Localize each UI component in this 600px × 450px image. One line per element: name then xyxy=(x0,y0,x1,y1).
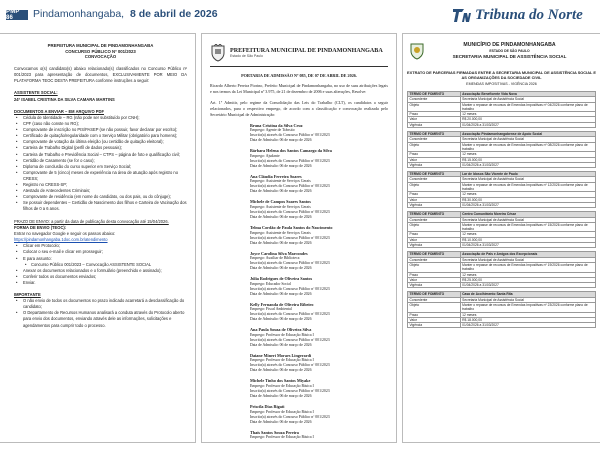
table-row xyxy=(408,283,596,288)
table-header-cell: Associação Pindamonhangabense de Apoio Social xyxy=(460,132,595,137)
table-cell: Manter o repasse de recursos de Emendas Impositivas nº 04/2026 conforme plano de trabalho xyxy=(460,102,595,112)
table-cell: 12 meses xyxy=(460,152,595,157)
entry-name: Bruna Cristina da Silva Cruz xyxy=(250,122,303,128)
admission-entry xyxy=(202,327,396,348)
table-cell: Manter o repasse de recursos de Emendas Impositivas nº 08/2026 conforme plano de trabalho xyxy=(460,142,595,152)
admission-entry xyxy=(202,276,396,297)
admission-entry xyxy=(202,302,396,323)
entry-job: Emprego: Professor de Educação Básica I xyxy=(250,358,314,363)
list-item: • Anexar os documentos relacionados e o formulário (preenchido e assinado); xyxy=(14,268,187,274)
table-cell: Secretaria Municipal de Assistência Social xyxy=(460,97,595,102)
entry-name: Ana Cláudia Ferreira Soares xyxy=(250,173,302,179)
table-header-cell: Centro Comunitário Moreira César xyxy=(460,212,595,217)
convocacao-title xyxy=(14,43,187,60)
list-item: • Certificado de quitação/regularidade com o Serviço Militar (obrigatório para homens); xyxy=(14,133,187,139)
table-cell: Secretaria Municipal de Assistência Social xyxy=(460,257,595,262)
entry-name: Telma Cordão de Paula Santos do Nascimento xyxy=(250,224,333,230)
role-heading: ASSISTENTE SOCIAL: xyxy=(14,90,58,96)
table-row xyxy=(408,162,596,167)
table-row xyxy=(408,102,596,112)
table-header-cell: TERMO DE FOMENTO xyxy=(408,252,461,257)
admission-entry xyxy=(202,430,396,441)
table-header-cell: TERMO DE FOMENTO xyxy=(408,212,461,217)
entry-date: Data de Admissão: 06 de março de 2026 xyxy=(250,394,312,399)
list-item: • Registro no CRESS-SP; xyxy=(14,182,187,188)
table-header-cell: Associação Beneficente Vida Nova xyxy=(460,92,595,97)
entry-class: Inscrito(a) através do Concurso Público nº 001/2023 xyxy=(250,312,330,317)
entry-job: Emprego: Agente de Trânsito xyxy=(250,128,295,133)
table-cell: Manter o repasse de recursos de Emendas Impositivas nº 23/2026 conforme plano de trabalho xyxy=(460,302,595,312)
table-header-cell: Lar de Idosos São Vicente de Paulo xyxy=(460,172,595,177)
entry-job: Emprego: Assistente de Serviços Gerais xyxy=(250,230,311,235)
docs-list xyxy=(14,115,187,213)
table-header-cell: TERMO DE FOMENTO xyxy=(408,92,461,97)
table-cell: Vigência xyxy=(408,162,461,167)
table-cell: 01/04/2026 a 31/03/2027 xyxy=(460,283,595,288)
entry-name: Joyce Carolina Silva Marcondes xyxy=(250,250,308,256)
table-row xyxy=(408,323,596,328)
table-cell: Secretaria Municipal de Assistência Social xyxy=(460,177,595,182)
entry-class: Inscrito(a) através do Concurso Público nº 001/2023 xyxy=(250,184,330,189)
header-city: Pindamonhangaba, xyxy=(33,8,125,20)
entry-job: Emprego: Auxiliar de Biblioteca xyxy=(250,256,300,261)
list-item: • O Departamento de Recursos Humanos analisará a conduta através do Protocolo aberto para envio dos documentos, enviando através dele as informações, solicitações e agendamentos para cumprir todo o processo. xyxy=(14,310,187,328)
table-cell: Objeto xyxy=(408,142,461,152)
entry-job: Emprego: Professor de Educação Básica I xyxy=(250,384,314,389)
table-cell: Prazo xyxy=(408,272,461,277)
table-cell: Valor xyxy=(408,317,461,322)
table-cell: Concedente xyxy=(408,177,461,182)
entry-name: Ana Paula Souza de Oliveira Silva xyxy=(250,327,312,333)
entry-job: Emprego: Ajudante xyxy=(250,153,280,158)
entry-date: Data de Admissão: 06 de março de 2026 xyxy=(250,317,312,322)
tn-logo-icon xyxy=(452,6,472,24)
entry-class: Inscrito(a) através do Concurso Público nº 001/2023 xyxy=(250,158,330,163)
page-extrato xyxy=(402,33,600,443)
table-cell: Secretaria Municipal de Assistência Social xyxy=(460,137,595,142)
entry-job: Emprego: Fiscal Ambiental xyxy=(250,307,292,312)
table-row xyxy=(408,262,596,272)
article-text: Art. 1º Admitir, pelo regime da Consolidação das Leis do Trabalho (CLT), os candidatos a seguir relacionados, para o respectivo emprego, de acordo com a classificação e convocação realizada pelo Secretário Municipal de Administração: xyxy=(210,99,388,117)
city-crest-icon xyxy=(210,44,226,62)
table-cell: Objeto xyxy=(408,182,461,192)
extrato-heading: EXTRATO DE PARCERIAS FIRMADAS ENTRE A SECRETARIA MUNICIPAL DE ASSISTÊNCIA SOCIAL E AS ORGANIZAÇÕES DA SOCIEDADE CIVIL xyxy=(407,70,596,80)
table-cell: Concedente xyxy=(408,257,461,262)
table-row xyxy=(408,142,596,152)
steps-list xyxy=(14,243,187,286)
table-cell: Prazo xyxy=(408,312,461,317)
table-cell: Vigência xyxy=(408,283,461,288)
entry-name: Bárbara Helena dos Santos Camargo da Silva xyxy=(250,148,332,154)
notes-list xyxy=(14,298,187,328)
list-item: • Carteira de Trabalho Digital (perfil de dados pessoais); xyxy=(14,145,187,151)
table-cell: R$ 20.000,00 xyxy=(460,117,595,122)
entry-class: Inscrito(a) através do Concurso Público nº 001/2023 xyxy=(250,414,330,419)
table-header-cell: TERMO DE FOMENTO xyxy=(408,292,461,297)
table-cell: 12 meses xyxy=(460,112,595,117)
entry-date: Data de Admissão: 06 de março de 2026 xyxy=(250,419,312,424)
entry-date: Data de Admissão: 06 de março de 2026 xyxy=(250,342,312,347)
table-cell: Valor xyxy=(408,237,461,242)
table-cell: 12 meses xyxy=(460,272,595,277)
parceria-table xyxy=(407,251,596,288)
important-heading: IMPORTANTE xyxy=(14,291,41,297)
extrato-subheading: EMENDAS IMPOSITIVAS - VIGÊNCIA 2026 xyxy=(466,82,537,86)
list-item: • O não envio de todos os documentos no prazo indicado acarretará a desclassificação do candidato; xyxy=(14,298,187,310)
table-cell: Vigência xyxy=(408,122,461,127)
table-cell: Vigência xyxy=(408,323,461,328)
entry-class: Inscrito(a) através do Concurso Público nº 001/2023 xyxy=(250,235,330,240)
entry-class: Inscrito(a) através do Concurso Público nº 001/2023 xyxy=(250,133,330,138)
title-line: CONCURSO PÚBLICO Nº 001/2023 xyxy=(65,48,136,54)
table-cell: Prazo xyxy=(408,152,461,157)
entry-date: Data de Admissão: 06 de março de 2026 xyxy=(250,368,312,373)
parceria-table xyxy=(407,171,596,208)
atendimento-link[interactable]: https://pindamonhangaba.1doc.com.br/atendimento xyxy=(14,237,108,243)
entry-job: Emprego: Educador Social xyxy=(250,281,291,286)
intro-text: Convocamos o(s) candidato(s) abaixo relacionado(s) classificados no Concurso Público nº 001/2023 para apresentação de documentos, EXCLUSIVAMENTE POR MEIO DA PLATAFORMA TEOC DESTA PREFEITURA conforme instruções a seguir: xyxy=(14,65,187,84)
entry-name: Thaís Santos Souza Pereira xyxy=(250,429,299,435)
page-convocacao xyxy=(0,33,196,443)
page-portaria xyxy=(201,33,397,443)
admission-entry xyxy=(202,404,396,425)
entry-job: Emprego: Professor de Educação Básica I xyxy=(250,435,314,440)
table-cell: 12 meses xyxy=(460,312,595,317)
entry-name: Kelly Fernanda de Oliveira Ribeiro xyxy=(250,301,314,307)
list-item: • CPF (caso não conste no RG); xyxy=(14,121,187,127)
table-cell: R$ 10.000,00 xyxy=(460,237,595,242)
table-cell: Objeto xyxy=(408,102,461,112)
list-item: • Enviar. xyxy=(14,280,187,286)
entry-class: Inscrito(a) através do Concurso Público nº 001/2023 xyxy=(250,337,330,342)
table-row xyxy=(408,202,596,207)
list-item: • Comprovante de inscrição no PIS/PASEP (se não possuir, favor declarar por escrito); xyxy=(14,127,187,133)
table-cell: Prazo xyxy=(408,192,461,197)
list-item: • Se possuir dependentes – Certidão de Nascimento dos filhos e Carteira de Vacinação dos filhos de 0 a 6 anos. xyxy=(14,200,187,212)
banner-title: PREFEITURA MUNICIPAL DE PINDAMONHANGABA xyxy=(230,48,383,54)
table-cell: Prazo xyxy=(408,232,461,237)
admission-entry xyxy=(202,199,396,220)
entry-date: Data de Admissão: 06 de março de 2026 xyxy=(250,240,312,245)
table-cell: Valor xyxy=(408,197,461,202)
list-item: • Conferir todos os documentos enviados; xyxy=(14,274,187,280)
preamble-text: Ricardo Alberto Pereira Piorino, Prefeito Municipal de Pindamonhangaba, no uso de suas atribuições legais e nos termos da Lei Municipal nº 3.975, de 21 de dezembro de 2006 e suas alterações, Resolve: xyxy=(210,83,388,94)
table-cell: Concedente xyxy=(408,217,461,222)
banner-title: MUNICÍPIO DE PINDAMONHANGABA xyxy=(463,42,556,48)
extrato-banner xyxy=(403,34,600,68)
table-cell: Prazo xyxy=(408,112,461,117)
table-cell: 01/04/2026 a 31/03/2027 xyxy=(460,243,595,248)
table-cell: 01/04/2026 a 31/03/2027 xyxy=(460,202,595,207)
table-cell: Concedente xyxy=(408,297,461,302)
table-cell: Secretaria Municipal de Assistência Social xyxy=(460,297,595,302)
banner-department: SECRETARIA MUNICIPAL DE ASSISTÊNCIA SOCIAL xyxy=(452,54,567,59)
list-item: • Comprovante de votação da última eleição (ou certidão de quitação eleitoral); xyxy=(14,139,187,145)
entry-date: Data de Admissão: 06 de março de 2026 xyxy=(250,163,312,168)
newspaper-logo[interactable] xyxy=(452,4,592,26)
table-cell: Manter o repasse de recursos de Emendas Impositivas nº 12/2026 conforme plano de trabalho xyxy=(460,182,595,192)
title-line: PREFEITURA MUNICIPAL DE PINDAMONHANGABA xyxy=(47,43,154,48)
entry-date: Data de Admissão: 06 de março de 2026 xyxy=(250,291,312,296)
portaria-banner xyxy=(202,34,396,64)
newspaper-header xyxy=(0,0,600,30)
entry-name: Michele Tinho dos Santos Miyake xyxy=(250,378,311,384)
table-cell: R$ 30.000,00 xyxy=(460,197,595,202)
table-header-cell: TERMO DE FOMENTO xyxy=(408,132,461,137)
entry-class: Inscrito(a) através do Concurso Público nº 001/2023 xyxy=(250,389,330,394)
entry-job: Emprego: Professor de Educação Básica I xyxy=(250,332,314,337)
form-text: Entrar no navegador Google e seguir os passos abaixo: xyxy=(14,230,116,236)
list-item: • Certidão de Casamento (se for o caso); xyxy=(14,158,187,164)
table-cell: R$ 15.000,00 xyxy=(460,157,595,162)
divider xyxy=(210,66,388,67)
list-item: • E para assunto: xyxy=(14,256,187,262)
table-cell: Valor xyxy=(408,117,461,122)
candidate-name: 24ª ISABEL CRISTINA DA SILVA CAMARA MARTINS xyxy=(14,96,115,102)
list-item: • Clicar em Protocolo; xyxy=(14,243,187,249)
table-cell: R$ 18.000,00 xyxy=(460,317,595,322)
list-item: • Comprovante de 5 (cinco) meses de experiência na área de atuação após registro no CRESS; xyxy=(14,170,187,182)
parceria-table xyxy=(407,131,596,168)
list-item: • Atestado de Antecedentes Criminais; xyxy=(14,188,187,194)
entry-date: Data de Admissão: 06 de março de 2026 xyxy=(250,138,312,143)
list-item: • Concurso Público 001/2023 – Convocação ASSISTENTE SOCIAL xyxy=(14,262,187,268)
table-row xyxy=(408,222,596,232)
table-cell: Valor xyxy=(408,277,461,282)
admission-entry xyxy=(202,174,396,195)
admission-entry xyxy=(202,123,396,144)
table-cell: Concedente xyxy=(408,97,461,102)
entry-job: Emprego: Assistente de Serviços Gerais xyxy=(250,179,311,184)
table-header-cell: TERMO DE FOMENTO xyxy=(408,172,461,177)
table-row xyxy=(408,302,596,312)
table-cell: R$ 25.000,00 xyxy=(460,277,595,282)
list-item: • Colocar o seu e-mail e clicar em prosseguir; xyxy=(14,249,187,255)
table-cell: 12 meses xyxy=(460,192,595,197)
table-cell: Vigência xyxy=(408,243,461,248)
table-header-cell: Associação de Pais e Amigos dos Excepcionais xyxy=(460,252,595,257)
list-item: • Cédula de Identidade – RG (não pode ser substituído por CNH); xyxy=(14,115,187,121)
docs-heading: DOCUMENTOS A ENVIAR – EM ARQUIVO PDF xyxy=(14,108,104,114)
admission-entry xyxy=(202,225,396,246)
entry-name: Michele de Campos Soares Santos xyxy=(250,199,311,205)
title-line: CONVOCAÇÃO xyxy=(84,54,117,60)
form-heading: FORMA DE ENVIO (TEOC): xyxy=(14,224,67,230)
entry-class: Inscrito(a) através do Concurso Público nº 001/2023 xyxy=(250,286,330,291)
logo-text: Tribuna do Norte xyxy=(475,6,583,23)
portaria-title: PORTARIA DE ADMISSÃO Nº 085, DE 07 DE ABRIL DE 2026. xyxy=(241,73,357,78)
table-cell: 01/04/2026 a 31/03/2027 xyxy=(460,162,595,167)
entry-date: Data de Admissão: 06 de março de 2026 xyxy=(250,214,312,219)
entry-class: Inscrito(a) através do Concurso Público nº 001/2023 xyxy=(250,209,330,214)
city-crest-icon xyxy=(409,42,425,60)
banner-subtitle: Estado de São Paulo xyxy=(230,54,263,58)
table-cell: Concedente xyxy=(408,137,461,142)
table-cell: 12 meses xyxy=(460,232,595,237)
admission-entry xyxy=(202,353,396,374)
deadline-text: PRAZO DE ENVIO: a partir da data de publicação desta convocação até 15/04/2026. xyxy=(14,218,169,224)
admission-entry xyxy=(202,251,396,272)
table-header-cell: Casa de Acolhimento Santa Rita xyxy=(460,292,595,297)
table-cell: 01/04/2026 a 31/03/2027 xyxy=(460,323,595,328)
parceria-table xyxy=(407,211,596,248)
entry-date: Data de Admissão: 06 de março de 2026 xyxy=(250,266,312,271)
table-row xyxy=(408,182,596,192)
entry-job: Emprego: Assistente de Serviços Gerais xyxy=(250,204,311,209)
list-item: • Carteira de Trabalho e Previdência Social – CTPS – página de foto e qualificação civil; xyxy=(14,152,187,158)
header-date: 8 de abril de 2026 xyxy=(130,8,218,20)
parceria-table xyxy=(407,291,596,328)
table-cell: Secretaria Municipal de Assistência Social xyxy=(460,217,595,222)
parceria-table xyxy=(407,91,596,128)
table-cell: Manter o repasse de recursos de Emendas Impositivas nº 15/2026 conforme plano de trabalho xyxy=(460,222,595,232)
entry-class: Inscrito(a) através do Concurso Público nº 001/2023 xyxy=(250,363,330,368)
table-row xyxy=(408,122,596,127)
table-cell: Valor xyxy=(408,157,461,162)
table-row xyxy=(408,243,596,248)
list-item: • Diploma de conclusão do curso superior em Serviço Social; xyxy=(14,164,187,170)
table-cell: Vigência xyxy=(408,202,461,207)
page-badge: PMP 86 xyxy=(6,10,28,20)
table-cell: 01/04/2026 a 31/03/2027 xyxy=(460,122,595,127)
parcerias-tables xyxy=(403,86,600,328)
entry-name: Priscila Dias Rigati xyxy=(250,404,285,410)
table-cell: Objeto xyxy=(408,222,461,232)
entry-date: Data de Admissão: 06 de março de 2026 xyxy=(250,189,312,194)
table-cell: Objeto xyxy=(408,262,461,272)
admission-list xyxy=(202,123,396,441)
banner-subtitle: ESTADO DE SÃO PAULO xyxy=(489,49,530,53)
entry-name: Júlia Rodrigues de Oliveira Santos xyxy=(250,276,313,282)
table-cell: Objeto xyxy=(408,302,461,312)
entry-name: Daiane Mineri Moraes Lingerardi xyxy=(250,352,312,358)
admission-entry xyxy=(202,378,396,399)
admission-entry xyxy=(202,148,396,169)
table-cell: Manter o repasse de recursos de Emendas Impositivas nº 19/2026 conforme plano de trabalho xyxy=(460,262,595,272)
entry-job: Emprego: Professor de Educação Básica I xyxy=(250,409,314,414)
list-item: • Comprovante de residência (em nome do candidato, ou dos pais, ou do cônjuge); xyxy=(14,194,187,200)
entry-class: Inscrito(a) através do Concurso Público nº 001/2023 xyxy=(250,261,330,266)
